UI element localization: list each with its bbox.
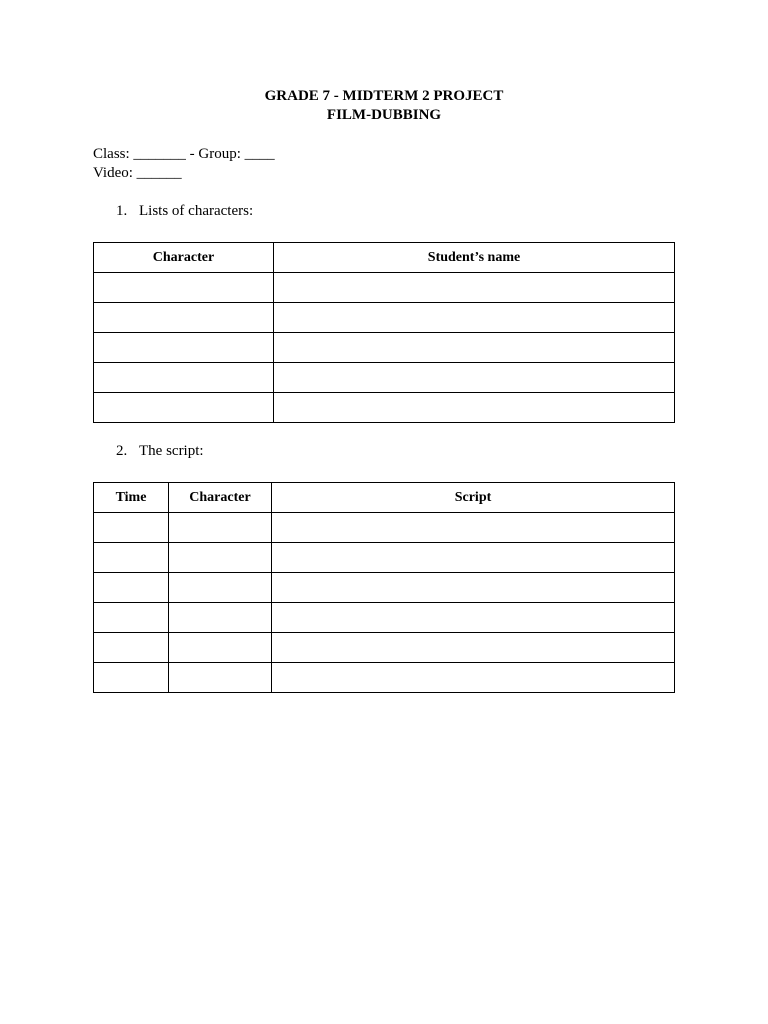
student-name-cell — [274, 393, 675, 423]
character-cell — [94, 333, 274, 363]
time-cell — [94, 543, 169, 573]
class-group-line: Class: _______ - Group: ____ — [93, 146, 275, 162]
student-name-cell — [274, 333, 675, 363]
character-cell — [169, 663, 272, 693]
script-cell — [272, 543, 675, 573]
time-cell — [94, 513, 169, 543]
student-name-cell — [274, 303, 675, 333]
column-header-student-name: Student’s name — [274, 243, 675, 273]
character-cell — [169, 633, 272, 663]
script-cell — [272, 573, 675, 603]
column-header-character: Character — [94, 243, 274, 273]
column-header-script: Script — [272, 483, 675, 513]
character-cell — [94, 303, 274, 333]
time-cell — [94, 573, 169, 603]
student-name-cell — [274, 363, 675, 393]
character-cell — [169, 573, 272, 603]
section-label: The script: — [139, 443, 204, 459]
table-row — [94, 513, 675, 543]
script-cell — [272, 633, 675, 663]
column-header-time: Time — [94, 483, 169, 513]
table-row — [94, 543, 675, 573]
character-cell — [94, 273, 274, 303]
table-row — [94, 303, 675, 333]
table-row — [94, 573, 675, 603]
time-cell — [94, 633, 169, 663]
time-cell — [94, 663, 169, 693]
character-cell — [169, 543, 272, 573]
character-cell — [94, 363, 274, 393]
table-row — [94, 273, 675, 303]
section-script-heading — [116, 442, 204, 461]
table-header-row — [94, 243, 675, 273]
table-header-row — [94, 483, 675, 513]
time-cell — [94, 603, 169, 633]
table-row — [94, 603, 675, 633]
document-subtitle: FILM-DUBBING — [326, 107, 442, 123]
table-row — [94, 633, 675, 663]
script-table — [93, 482, 675, 693]
table-row — [94, 333, 675, 363]
document-title: GRADE 7 - MIDTERM 2 PROJECT — [264, 88, 504, 104]
section-label: Lists of characters: — [139, 203, 254, 219]
character-cell — [94, 393, 274, 423]
section-number: 1. — [116, 203, 128, 219]
table-row — [94, 663, 675, 693]
column-header-character: Character — [169, 483, 272, 513]
section-number: 2. — [116, 443, 128, 459]
character-cell — [169, 603, 272, 633]
section-characters-heading — [116, 202, 253, 221]
character-cell — [169, 513, 272, 543]
video-line: Video: ______ — [93, 165, 182, 181]
script-cell — [272, 603, 675, 633]
table-row — [94, 393, 675, 423]
script-cell — [272, 513, 675, 543]
characters-table — [93, 242, 675, 423]
table-row — [94, 363, 675, 393]
script-cell — [272, 663, 675, 693]
student-name-cell — [274, 273, 675, 303]
